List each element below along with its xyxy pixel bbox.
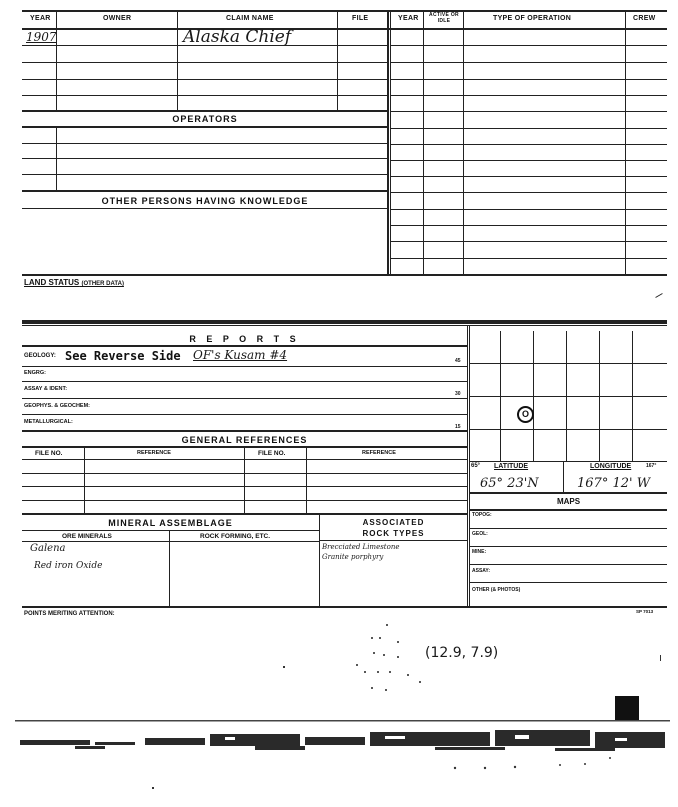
speck xyxy=(283,666,285,668)
grid-row xyxy=(470,363,667,364)
geology-label: GEOLOGY: xyxy=(24,353,56,359)
maps-assay: ASSAY: xyxy=(472,568,491,574)
stray-mark xyxy=(655,293,662,298)
land-status-sub: (OTHER DATA) xyxy=(81,281,124,287)
col-divider xyxy=(337,30,338,110)
assoc-title-2: ROCK TYPES xyxy=(362,529,425,538)
operators-header-bottom xyxy=(22,126,388,128)
row-line xyxy=(391,144,667,145)
assoc-title-1: ASSOCIATED xyxy=(362,518,425,527)
form-code: SP 7013 xyxy=(636,609,654,614)
metallurgical-label: METALLURGICAL: xyxy=(24,419,73,425)
general-refs-top xyxy=(22,430,467,432)
scan-noise-band xyxy=(15,720,670,780)
maps-row xyxy=(470,582,667,583)
maps-top xyxy=(470,492,667,494)
speck xyxy=(660,655,661,661)
coordinates-text: (12.9, 7.9) xyxy=(425,645,499,661)
row-line xyxy=(22,95,388,96)
maps-row xyxy=(470,528,667,529)
ore-minerals-label: ORE MINERALS xyxy=(62,533,112,540)
engrg-label: ENGRG: xyxy=(24,370,46,376)
mineral-col-divider xyxy=(169,530,170,607)
registration-mark xyxy=(615,696,639,720)
col-divider xyxy=(56,11,57,30)
maps-row xyxy=(470,546,667,547)
refs-row xyxy=(22,473,467,474)
maps-title: MAPS xyxy=(556,497,581,506)
margin-number-45: 45 xyxy=(455,358,461,364)
col-divider xyxy=(177,30,178,110)
row-line xyxy=(22,143,388,144)
grid-left-border xyxy=(467,325,468,607)
maps-other: OTHER (& PHOTOS) xyxy=(472,587,521,593)
lon-suffix: 167° xyxy=(646,463,657,469)
latitude-value: 65° 23'N xyxy=(480,476,539,491)
speck xyxy=(152,787,154,789)
land-status-text: LAND STATUS xyxy=(24,278,80,287)
location-marker xyxy=(517,406,534,423)
row-line xyxy=(22,158,388,159)
report-row xyxy=(22,366,467,367)
row-line xyxy=(22,62,388,63)
mineral-cols-bottom xyxy=(22,541,319,542)
refs-col xyxy=(244,447,245,513)
row-line xyxy=(391,209,667,210)
refs-col xyxy=(306,447,307,513)
grid-row xyxy=(470,429,667,430)
row-line xyxy=(22,79,388,80)
top-border xyxy=(22,10,667,12)
margin-number-30: 30 xyxy=(455,391,461,397)
assay-label: ASSAY & IDENT: xyxy=(24,386,68,392)
geology-handwritten: OF's Kusam #4 xyxy=(193,348,288,362)
operators-top xyxy=(22,110,388,112)
longitude-label: LONGITUDE xyxy=(590,463,632,470)
col-divider xyxy=(56,128,57,190)
reports-header-bottom xyxy=(22,345,467,347)
geophys-label: GEOPHYS. & GEOCHEM: xyxy=(24,403,91,409)
maps-geol: GEOL: xyxy=(472,531,488,537)
assoc-title-bottom xyxy=(320,540,467,541)
report-row xyxy=(22,381,467,382)
refs-row xyxy=(22,500,467,501)
row-line xyxy=(391,62,667,63)
assoc-rock-2: Granite porphyry xyxy=(322,553,384,561)
row-line xyxy=(391,176,667,177)
header-bottom-border xyxy=(22,28,667,30)
general-refs-title: GENERAL REFERENCES xyxy=(181,435,308,445)
row-line xyxy=(391,111,667,112)
col-divider xyxy=(337,11,338,30)
refs-row xyxy=(22,486,467,487)
grid-row xyxy=(470,396,667,397)
margin-number-15: 15 xyxy=(455,424,461,430)
header-crew: CREW xyxy=(633,15,656,22)
rock-forming-label: ROCK FORMING, ETC. xyxy=(200,533,271,540)
row-line xyxy=(391,241,667,242)
maps-mine: MINE: xyxy=(472,549,487,555)
refs-col xyxy=(84,447,85,513)
reports-title: R E P O R T S xyxy=(189,334,300,344)
header-year: YEAR xyxy=(30,15,51,22)
lat-prefix: 65° xyxy=(471,463,481,469)
report-row xyxy=(22,414,467,415)
location-marker-text: O xyxy=(521,409,529,419)
top-table-bottom xyxy=(22,274,667,276)
grid-row xyxy=(470,461,667,462)
assoc-rock-1: Brecciated Limestone xyxy=(322,543,400,551)
longitude-value: 167° 12' W xyxy=(577,476,651,491)
lat-lon-divider xyxy=(563,462,564,492)
claim-year: 1907 xyxy=(26,30,57,44)
form-bottom-line xyxy=(22,606,667,608)
mineral-title-bottom xyxy=(22,530,319,531)
report-row xyxy=(22,398,467,399)
maps-topog: TOPOG: xyxy=(472,512,492,518)
col-reference: REFERENCE xyxy=(137,450,171,456)
row-line xyxy=(391,95,667,96)
land-status-label xyxy=(24,278,124,287)
row-line xyxy=(391,192,667,193)
header-type-of-operation: TYPE OF OPERATION xyxy=(493,15,572,22)
points-meriting-attention: POINTS MERITING ATTENTION: xyxy=(24,611,115,617)
header-active-idle: ACTIVE OR IDLE xyxy=(429,12,459,24)
latitude-label: LATITUDE xyxy=(494,463,529,470)
reports-top-thick xyxy=(22,320,667,324)
ore-mineral-2: Red iron Oxide xyxy=(34,561,103,571)
header-claim-name: CLAIM NAME xyxy=(226,15,274,22)
col-file-no-2: FILE NO. xyxy=(258,450,286,457)
operators-title: OPERATORS xyxy=(172,114,238,124)
row-line xyxy=(391,160,667,161)
row-line xyxy=(391,258,667,259)
row-line xyxy=(391,45,667,46)
row-line xyxy=(391,128,667,129)
mineral-title: MINERAL ASSEMBLAGE xyxy=(108,518,233,528)
reports-top-thin xyxy=(22,325,667,326)
claim-name-value: Alaska Chief xyxy=(183,27,292,47)
col-reference-2: REFERENCE xyxy=(362,450,396,456)
header-year-2: YEAR xyxy=(398,15,419,22)
other-persons-title: OTHER PERSONS HAVING KNOWLEDGE xyxy=(101,196,309,206)
header-owner: OWNER xyxy=(103,15,132,22)
mineral-top xyxy=(22,513,467,515)
row-line xyxy=(391,79,667,80)
other-persons-header-bottom xyxy=(22,208,388,209)
col-file-no: FILE NO. xyxy=(35,450,63,457)
row-line xyxy=(391,225,667,226)
assoc-col-divider xyxy=(319,514,320,607)
geology-value: See Reverse Side xyxy=(65,349,181,363)
maps-row xyxy=(470,564,667,565)
ore-mineral-1: Galena xyxy=(30,543,66,554)
col-divider xyxy=(177,11,178,30)
header-file: FILE xyxy=(352,15,369,22)
other-persons-top xyxy=(22,190,388,192)
row-line xyxy=(22,174,388,175)
maps-header-bottom xyxy=(470,509,667,511)
